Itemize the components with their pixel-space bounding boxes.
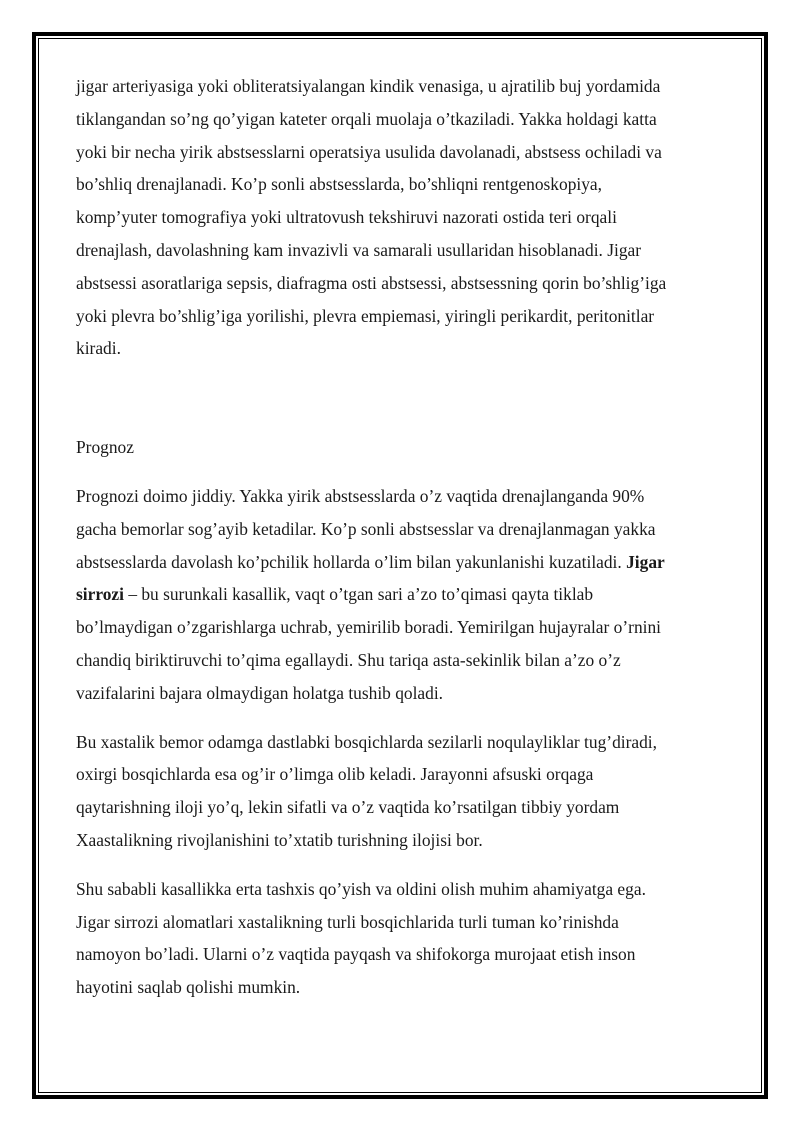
text-line: qaytarishning iloji yo’q, lekin sifatli va o’z vaqtida ko’rsatilgan tibbiy yordam [76, 797, 620, 818]
text-line: – bu surunkali kasallik, vaqt o’tgan sari a’zo to’qimasi qayta tiklab [123, 584, 594, 605]
text-line: Shu sababli kasallikka erta tashxis qo’yish va oldini olish muhim ahamiyatga ega. [76, 878, 646, 899]
text-line: drenajlash, davolashning kam invazivli va samarali usullaridan hisoblanadi. Jigar [76, 239, 642, 260]
text-line: abstsessi asoratlariga sepsis, diafragma osti abstsessi, abstsessning qorin bo’shlig’iga [76, 272, 667, 293]
text-line: Xaastalikning rivojlanishini to’xtatib turishning ilojisi bor. [76, 829, 483, 850]
bold-term-jigar: Jigar [626, 551, 665, 572]
text-line: vazifalarini bajara olmaydigan holatga tushib qoladi. [76, 682, 444, 703]
text-line: abstsesslarda davolash ko’pchilik hollarda o’lim bilan yakunlanishi kuzatiladi. [76, 551, 627, 572]
paragraph-prognosis [76, 480, 726, 710]
paragraph-diagnosis [76, 873, 726, 1004]
text-line: gacha bemorlar sog’ayib ketadilar. Ko’p sonli abstsesslar va drenajlanmagan yakka [76, 518, 656, 539]
text-line: Prognozi doimo jiddiy. Yakka yirik abstsesslarda o’z vaqtida drenajlanganda 90% [76, 485, 645, 506]
text-line: bo’shliq drenajlanadi. Ko’p sonli abstsesslarda, bo’shliqni rentgenoskopiya, [76, 174, 602, 195]
text-line: komp’yuter tomografiya yoki ultratovush tekshiruvi nazorati ostida teri orqali [76, 207, 617, 228]
text-line: bo’lmaydigan o’zgarishlarga uchrab, yemirilib boradi. Yemirilgan hujayralar o’rnini [76, 617, 661, 638]
text-line: yoki bir necha yirik abstsesslarni operatsiya usulida davolanadi, abstsess ochiladi va [76, 141, 662, 162]
document-body [76, 70, 726, 1004]
text-line: namoyon bo’ladi. Ularni o’z vaqtida payqash va shifokorga murojaat etish inson [76, 944, 636, 965]
bold-term-sirrozi: sirrozi [76, 584, 124, 605]
text-line: chandiq biriktiruvchi to’qima egallaydi. Shu tariqa asta-sekinlik bilan a’zo o’z [76, 649, 621, 670]
text-line: kiradi. [76, 338, 121, 359]
text-line: hayotini saqlab qolishi mumkin. [76, 977, 301, 998]
section-heading-prognoz: Prognoz [76, 437, 134, 458]
paragraph-treatment [76, 70, 726, 365]
text-line: yoki plevra bo’shlig’iga yorilishi, plevra empiemasi, yiringli perikardit, peritonitlar [76, 305, 655, 326]
paragraph-progression [76, 726, 726, 857]
text-line: Bu xastalik bemor odamga dastlabki bosqichlarda sezilarli noqulayliklar tug’diradi, [76, 731, 657, 752]
text-line: Jigar sirrozi alomatlari xastalikning turli bosqichlarida turli tuman ko’rinishda [76, 911, 619, 932]
text-line: tiklangandan so’ng qo’yigan kateter orqali muolaja o’tkaziladi. Yakka holdagi katta [76, 108, 657, 129]
text-line: oxirgi bosqichlarda esa og’ir o’limga olib keladi. Jarayonni afsuski orqaga [76, 764, 594, 785]
text-line: jigar arteriyasiga yoki obliteratsiyalangan kindik venasiga, u ajratilib buj yordamida [76, 76, 661, 96]
